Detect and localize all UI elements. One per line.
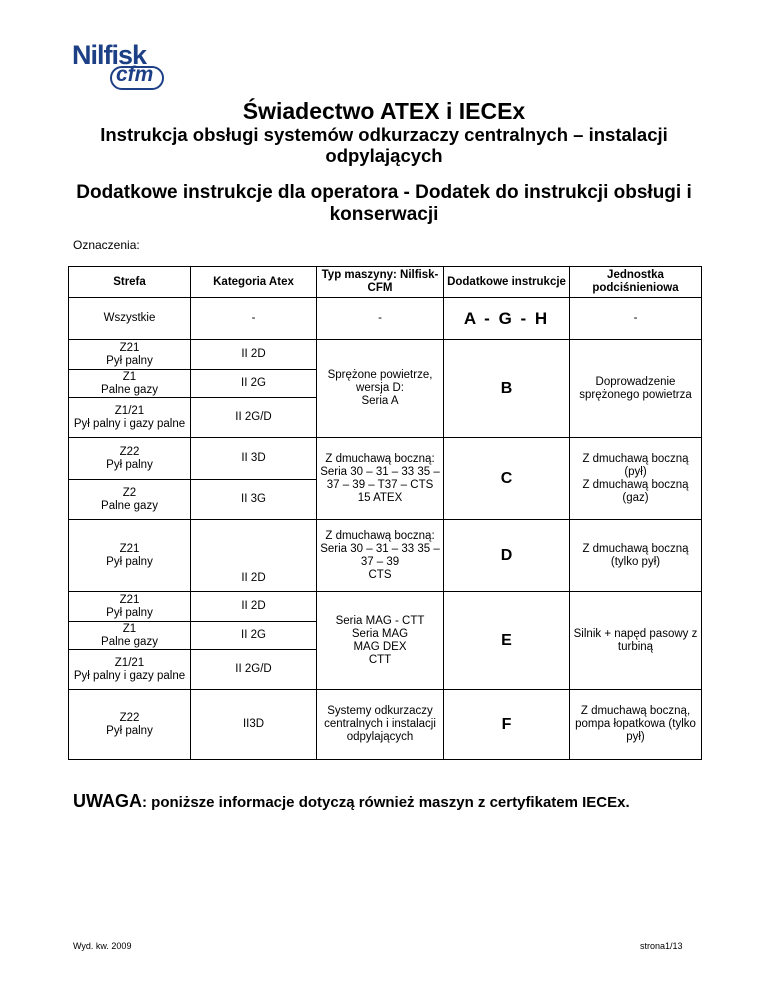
table-row [69, 438, 702, 480]
cell-zone: Z22 Pył palny [69, 438, 191, 480]
cell-zone: Z2 Palne gazy [69, 480, 191, 520]
cell-type: Z dmuchawą boczną: Seria 30 – 31 – 33 35 – 37 – 39 CTS [317, 520, 444, 592]
atex-table [68, 266, 702, 760]
note-paragraph [73, 791, 693, 813]
cell-unit: Silnik + napęd pasowy z turbiną [570, 592, 702, 690]
cell-unit: Z dmuchawą boczną (pył) Z dmuchawą boczną (gaz) [570, 438, 702, 520]
note-label: UWAGA [73, 791, 142, 811]
cell-zone: Z1 Palne gazy [69, 622, 191, 650]
cell-category: II3D [191, 690, 317, 760]
cell-unit: Doprowadzenie sprężonego powietrza [570, 340, 702, 438]
cell-instructions: D [444, 520, 570, 592]
footer-page-number: strona1/13 [640, 941, 683, 951]
footer-edition: Wyd. kw. 2009 [73, 941, 132, 951]
cell-category: II 2D [191, 520, 317, 592]
table-row [69, 340, 702, 370]
cell-instructions: F [444, 690, 570, 760]
cell-category: II 2G [191, 370, 317, 398]
cell-zone: Z1 Palne gazy [69, 370, 191, 398]
header-machine-type: Typ maszyny: Nilfisk-CFM [317, 267, 444, 298]
cell-instructions: E [444, 592, 570, 690]
cell-zone: Z1/21 Pył palny i gazy palne [69, 650, 191, 690]
cell-unit: - [570, 298, 702, 340]
cell-type: Seria MAG - CTT Seria MAG MAG DEX CTT [317, 592, 444, 690]
cell-zone: Z21 Pył palny [69, 340, 191, 370]
section-title: Dodatkowe instrukcje dla operatora - Dodatek do instrukcji obsługi i konserwacji [76, 182, 692, 225]
cell-unit: Z dmuchawą boczną, pompa łopatkowa (tylko pył) [570, 690, 702, 760]
cell-zone: Z1/21 Pył palny i gazy palne [69, 398, 191, 438]
table-row [69, 592, 702, 622]
logo-sub-text: cfm [116, 63, 154, 86]
document-title: Świadectwo ATEX i IECEx [242, 98, 526, 124]
nilfisk-cfm-logo [72, 40, 162, 88]
cell-type: Sprężone powietrze, wersja D: Seria A [317, 340, 444, 438]
header-vacuum-unit: Jednostka podciśnieniowa [570, 267, 702, 298]
cell-type: Z dmuchawą boczną: Seria 30 – 31 – 33 35 – 37 – 39 – T37 – CTS 15 ATEX [317, 438, 444, 520]
cell-zone: Wszystkie [69, 298, 191, 340]
logo-main-text: Nilfisk [72, 40, 147, 70]
cell-category: II 3G [191, 480, 317, 520]
cell-instructions: C [444, 438, 570, 520]
cell-zone: Z21 Pył palny [69, 592, 191, 622]
cell-category: II 2G/D [191, 650, 317, 690]
cell-category: II 2G [191, 622, 317, 650]
header-category: Kategoria Atex [191, 267, 317, 298]
cell-instructions: B [444, 340, 570, 438]
table-row [69, 520, 702, 592]
cell-category: II 3D [191, 438, 317, 480]
cell-zone: Z22 Pył palny [69, 690, 191, 760]
cell-category: II 2D [191, 340, 317, 370]
header-instructions: Dodatkowe instrukcje [444, 267, 570, 298]
document-subtitle: Instrukcja obsługi systemów odkurzaczy centralnych – instalacji odpylających [100, 124, 668, 166]
cell-unit: Z dmuchawą boczną (tylko pył) [570, 520, 702, 592]
cell-category: II 2D [191, 592, 317, 622]
table-row [69, 298, 702, 340]
cell-category: - [191, 298, 317, 340]
cell-instructions: A - G - H [444, 298, 570, 340]
note-text: : poniższe informacje dotyczą również maszyn z certyfikatem IECEx. [142, 794, 630, 811]
cell-type: - [317, 298, 444, 340]
table-header-row [69, 267, 702, 298]
cell-category: II 2G/D [191, 398, 317, 438]
table-row [69, 690, 702, 760]
cell-type: Systemy odkurzaczy centralnych i instalacji odpylających [317, 690, 444, 760]
header-zone: Strefa [69, 267, 191, 298]
cell-zone: Z21 Pył palny [69, 520, 191, 592]
legend-label: Oznaczenia: [73, 238, 140, 252]
